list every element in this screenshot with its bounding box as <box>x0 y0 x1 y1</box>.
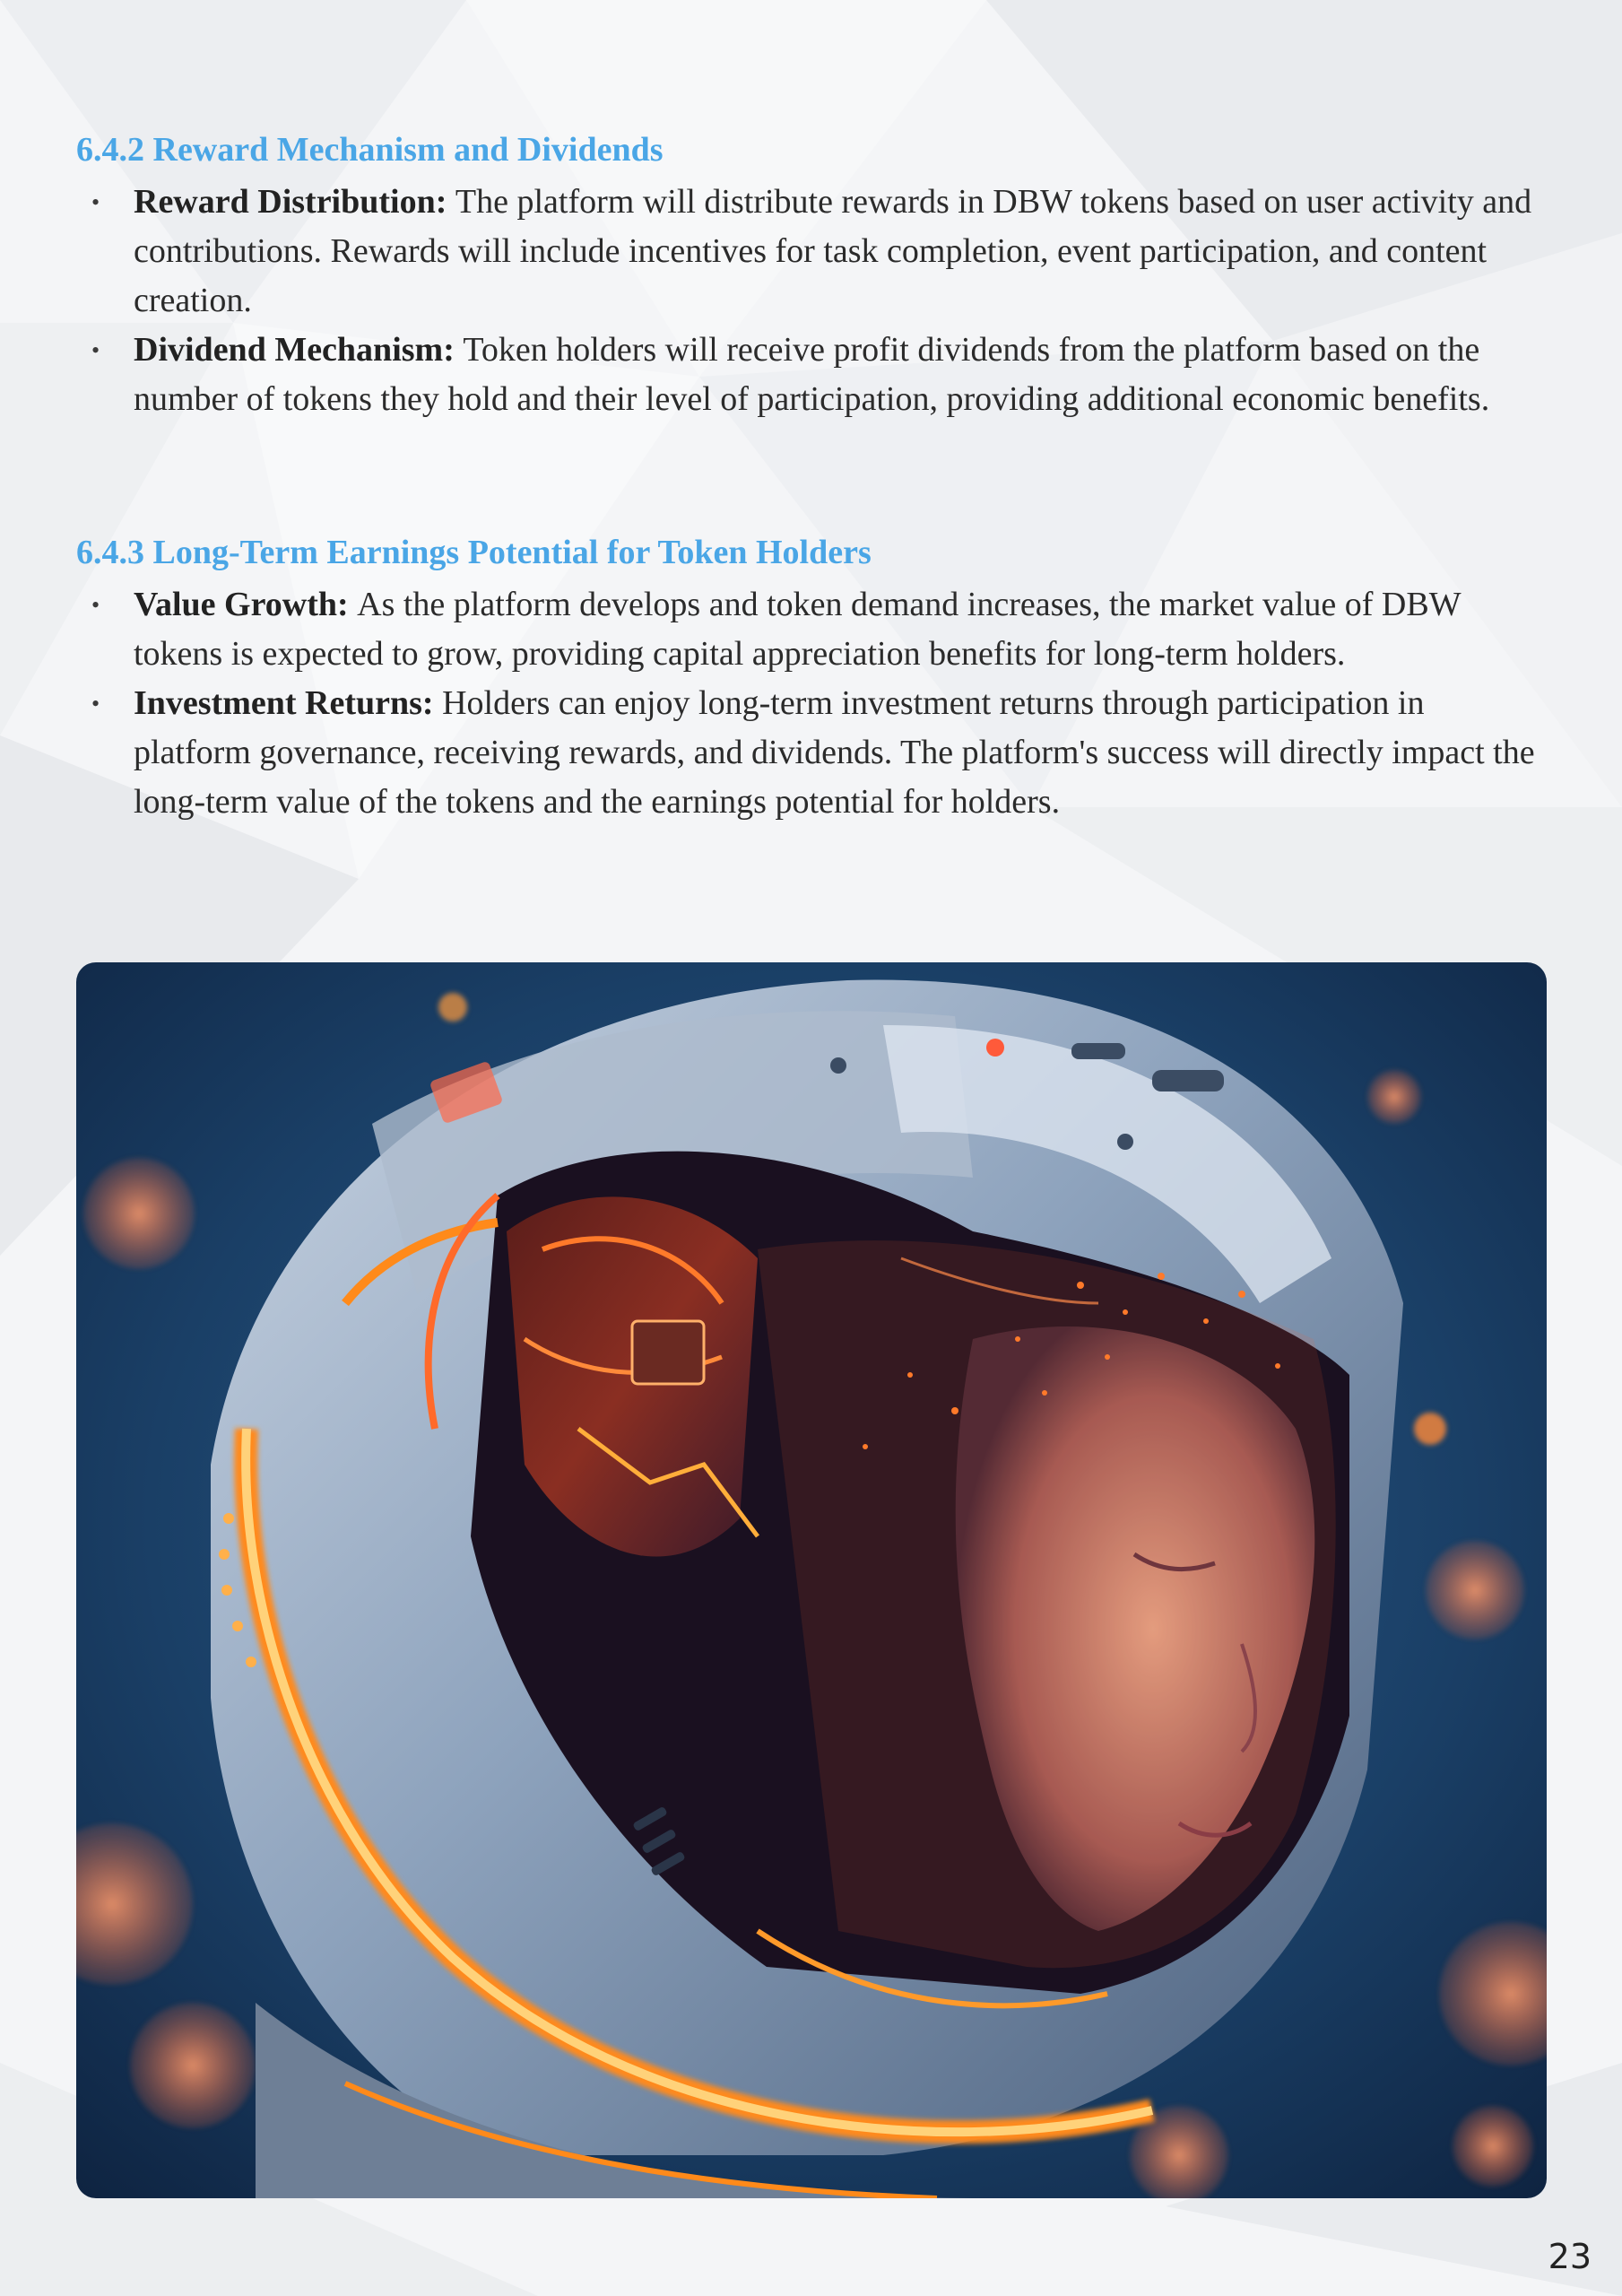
bullet-text: Token holders will receive profit dividends from the platform based on the number of tokens they hold and their level of participation, providing additional economic benefits. <box>134 331 1490 418</box>
bullet-text: Holders can enjoy long-term investment returns through participation in platform governance, receiving rewards, and dividends. The platform's success will directly impact the long-term value of the tokens and the earnings potential for holders. <box>134 684 1535 821</box>
section-title: 6.4.3 Long-Term Earnings Potential for Token Holders <box>76 534 872 571</box>
bullet-text: As the platform develops and token demand increases, the market value of DBW tokens is expected to grow, providing capital appreciation benefits for long-term holders. <box>134 586 1461 673</box>
section-long-term-earnings <box>76 528 1547 827</box>
bullet-icon: • <box>91 691 100 717</box>
bullet-list <box>76 580 1547 827</box>
page-number: 23 <box>1548 2237 1592 2276</box>
bullet-term: Reward Distribution: <box>134 183 455 221</box>
bullet-item <box>76 326 1547 424</box>
document-body <box>76 126 1547 827</box>
hero-image <box>76 962 1547 2198</box>
bullet-term: Dividend Mechanism: <box>134 331 464 369</box>
bullet-icon: • <box>91 337 100 363</box>
section-title: 6.4.2 Reward Mechanism and Dividends <box>76 131 664 169</box>
bullet-item <box>76 679 1547 827</box>
bullet-icon: • <box>91 189 100 215</box>
bullet-icon: • <box>91 592 100 618</box>
bullet-term: Investment Returns: <box>134 684 443 722</box>
section-reward-mechanism <box>76 126 1547 424</box>
astronaut-helmet-illustration <box>76 962 1547 2198</box>
bullet-text: The platform will distribute rewards in DBW tokens based on user activity and contributions. Rewards will include incentives for task completion, event participation, and content creation. <box>134 183 1532 319</box>
bullet-list <box>76 178 1547 424</box>
bullet-item <box>76 580 1547 679</box>
bullet-item <box>76 178 1547 326</box>
bullet-term: Value Growth: <box>134 586 358 623</box>
